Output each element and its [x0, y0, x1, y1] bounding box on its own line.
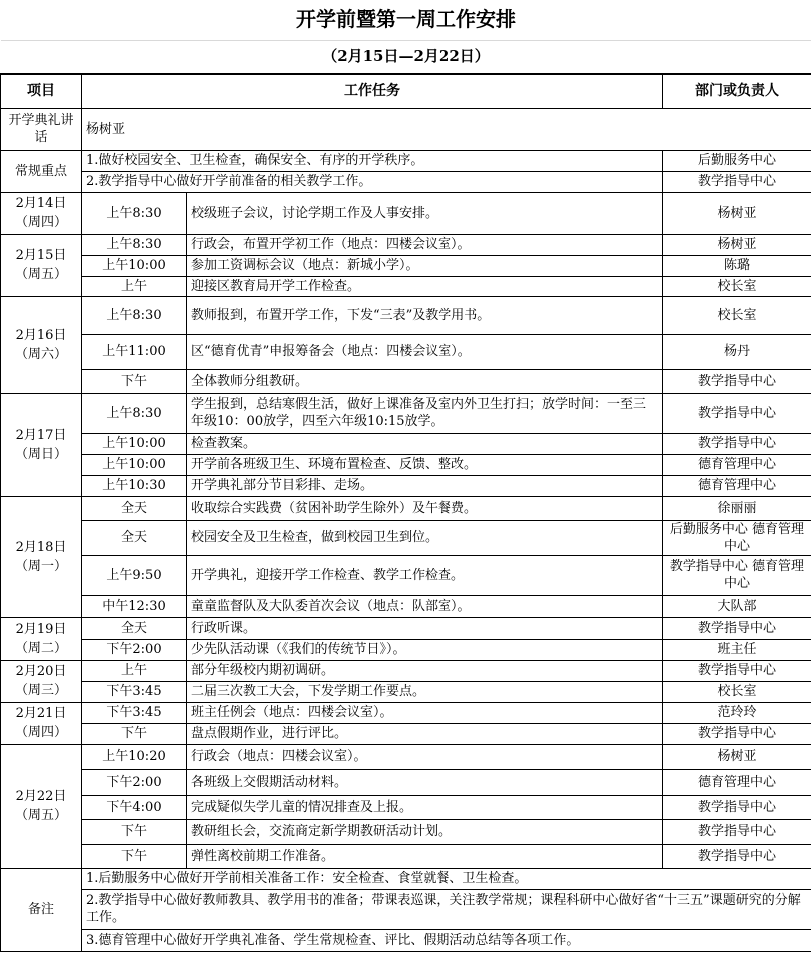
ceremony-person: 杨树亚 — [82, 108, 811, 150]
note-item: 1.后勤服务中心做好开学前相关准备工作：安全检查、食堂就餐、卫生检查。 — [82, 868, 811, 889]
day-weekday: （周六） — [14, 346, 67, 362]
dept-cell: 教学指导中心 — [663, 723, 811, 744]
dept-cell: 大队部 — [663, 595, 811, 617]
schedule-row — [1, 192, 811, 234]
notes-row — [1, 889, 811, 929]
time-cell: 下午3:45 — [82, 702, 187, 723]
time-cell: 下午4:00 — [82, 795, 187, 819]
ceremony-label: 开学典礼讲话 — [1, 108, 82, 150]
day-weekday: （周四） — [14, 725, 67, 740]
time-cell: 下午3:45 — [82, 681, 187, 702]
task-cell: 部分年级校内期初调研。 — [187, 660, 663, 681]
schedule-row — [1, 819, 811, 844]
task-cell: 开学典礼部分节目彩排、走场。 — [187, 475, 663, 496]
dept-cell: 校长室 — [663, 276, 811, 296]
schedule-row — [1, 555, 811, 595]
dept-cell: 杨树亚 — [663, 744, 811, 769]
dept-cell: 范玲玲 — [663, 702, 811, 723]
day-date: 2月19日 — [15, 621, 67, 637]
time-cell: 下午 — [82, 844, 187, 868]
routine-dept: 后勤服务中心 — [663, 150, 811, 171]
schedule-row — [1, 660, 811, 681]
day-weekday: （周一） — [14, 558, 67, 574]
day-date: 2月16日 — [15, 327, 67, 343]
notes-label: 备注 — [1, 868, 82, 951]
schedule-row — [1, 369, 811, 393]
day-weekday: （周二） — [14, 640, 67, 656]
time-cell: 下午2:00 — [82, 639, 187, 660]
dept-cell: 教学指导中心 — [663, 617, 811, 639]
schedule-row — [1, 433, 811, 454]
schedule-row — [1, 702, 811, 723]
schedule-row — [1, 296, 811, 334]
dept-cell: 教学指导中心 — [663, 393, 811, 433]
time-cell: 上午10:00 — [82, 433, 187, 454]
dept-cell: 德育管理中心 — [663, 454, 811, 475]
dept-cell: 教学指导中心 德育管理中心 — [663, 555, 811, 595]
schedule-row — [1, 844, 811, 868]
dept-cell: 陈璐 — [663, 255, 811, 276]
time-cell: 下午2:00 — [82, 769, 187, 795]
dept-cell: 德育管理中心 — [663, 769, 811, 795]
task-cell: 二届三次教工大会，下发学期工作要点。 — [187, 681, 663, 702]
dept-cell: 教学指导中心 — [663, 795, 811, 819]
schedule-row — [1, 617, 811, 639]
day-weekday: （周四） — [14, 215, 67, 230]
page-subtitle: （2月15日—2月22日） — [1, 40, 811, 74]
routine-task: 1.做好校园安全、卫生检查，确保安全、有序的开学秩序。 — [82, 150, 663, 171]
day-date: 2月20日 — [15, 664, 67, 679]
time-cell: 下午 — [82, 723, 187, 744]
time-cell: 下午 — [82, 369, 187, 393]
time-cell: 上午10:20 — [82, 744, 187, 769]
notes-row — [1, 868, 811, 889]
task-cell: 少先队活动课（《我们的传统节日》）。 — [187, 639, 663, 660]
day-date: 2月14日 — [15, 196, 67, 211]
day-date: 2月22日 — [15, 789, 67, 804]
day-weekday: （周日） — [14, 446, 67, 462]
task-cell: 收取综合实践费（贫困补助学生除外）及午餐费。 — [187, 496, 663, 520]
dept-cell: 教学指导中心 — [663, 819, 811, 844]
dept-cell: 杨丹 — [663, 334, 811, 369]
day-cell — [1, 660, 82, 702]
dept-cell: 班主任 — [663, 639, 811, 660]
note-item: 3.德育管理中心做好开学典礼准备、学生常规检查、评比、假期活动总结等各项工作。 — [82, 929, 811, 951]
task-cell: 班主任例会（地点：四楼会议室）。 — [187, 702, 663, 723]
day-cell — [1, 617, 82, 660]
task-cell: 完成疑似失学儿童的情况排查及上报。 — [187, 795, 663, 819]
dept-cell: 教学指导中心 — [663, 369, 811, 393]
dept-cell: 校长室 — [663, 296, 811, 334]
day-cell — [1, 744, 82, 868]
schedule-row — [1, 454, 811, 475]
header-task: 工作任务 — [82, 74, 663, 108]
task-cell: 迎接区教育局开学工作检查。 — [187, 276, 663, 296]
dept-cell: 徐丽丽 — [663, 496, 811, 520]
dept-cell: 教学指导中心 — [663, 844, 811, 868]
task-cell: 学生报到，总结寒假生活，做好上课准备及室内外卫生打扫；放学时间：一至三年级10：00放学，四至六年级10:15放学。 — [187, 393, 663, 433]
day-cell — [1, 296, 82, 393]
time-cell: 上午8:30 — [82, 296, 187, 334]
time-cell: 中午12:30 — [82, 595, 187, 617]
schedule-row — [1, 255, 811, 276]
dept-cell: 德育管理中心 — [663, 475, 811, 496]
schedule-row — [1, 769, 811, 795]
task-cell: 教师报到，布置开学工作，下发“三表”及教学用书。 — [187, 296, 663, 334]
day-date: 2月18日 — [15, 539, 67, 555]
schedule-row — [1, 234, 811, 255]
schedule-row — [1, 723, 811, 744]
dept-cell: 教学指导中心 — [663, 660, 811, 681]
time-cell: 上午8:30 — [82, 234, 187, 255]
schedule-row — [1, 393, 811, 433]
time-cell: 上午8:30 — [82, 393, 187, 433]
schedule-row — [1, 475, 811, 496]
task-cell: 教研组长会，交流商定新学期教研活动计划。 — [187, 819, 663, 844]
schedule-row — [1, 795, 811, 819]
task-cell: 各班级上交假期活动材料。 — [187, 769, 663, 795]
task-cell: 校级班子会议，讨论学期工作及人事安排。 — [187, 192, 663, 234]
task-cell: 盘点假期作业，进行评比。 — [187, 723, 663, 744]
routine-dept: 教学指导中心 — [663, 171, 811, 192]
header-item: 项目 — [1, 74, 82, 108]
task-cell: 检查教案。 — [187, 433, 663, 454]
time-cell: 全天 — [82, 617, 187, 639]
day-weekday: （周五） — [14, 808, 67, 823]
task-cell: 区“德育优青”申报筹备会（地点：四楼会议室）。 — [187, 334, 663, 369]
time-cell: 上午10:00 — [82, 255, 187, 276]
task-cell: 开学前各班级卫生、环境布置检查、反馈、整改。 — [187, 454, 663, 475]
time-cell: 上午10:00 — [82, 454, 187, 475]
time-cell: 下午 — [82, 819, 187, 844]
page-title: 开学前暨第一周工作安排 — [1, 0, 811, 40]
task-cell: 行政会，布置开学初工作（地点：四楼会议室）。 — [187, 234, 663, 255]
day-date: 2月15日 — [15, 248, 67, 263]
schedule-row — [1, 595, 811, 617]
day-date: 2月21日 — [15, 706, 67, 721]
task-cell: 弹性离校前期工作准备。 — [187, 844, 663, 868]
dept-cell: 杨树亚 — [663, 234, 811, 255]
schedule-row — [1, 496, 811, 520]
day-weekday: （周三） — [14, 683, 67, 698]
schedule-row — [1, 276, 811, 296]
task-cell: 行政听课。 — [187, 617, 663, 639]
day-cell — [1, 496, 82, 617]
task-cell: 童童监督队及大队委首次会议（地点：队部室）。 — [187, 595, 663, 617]
routine-task: 2.教学指导中心做好开学前准备的相关教学工作。 — [82, 171, 663, 192]
routine-label: 常规重点 — [1, 150, 82, 192]
day-cell — [1, 702, 82, 744]
time-cell: 上午 — [82, 276, 187, 296]
task-cell: 开学典礼，迎接开学工作检查、教学工作检查。 — [187, 555, 663, 595]
schedule-row — [1, 639, 811, 660]
time-cell: 全天 — [82, 520, 187, 555]
day-date: 2月17日 — [15, 427, 67, 443]
header-dept: 部门或负责人 — [663, 74, 811, 108]
dept-cell: 校长室 — [663, 681, 811, 702]
schedule-row — [1, 744, 811, 769]
task-cell: 参加工资调标会议（地点：新城小学）。 — [187, 255, 663, 276]
schedule-row — [1, 334, 811, 369]
dept-cell: 教学指导中心 — [663, 433, 811, 454]
time-cell: 上午9:50 — [82, 555, 187, 595]
time-cell: 上午 — [82, 660, 187, 681]
schedule-row — [1, 520, 811, 555]
task-cell: 全体教师分组教研。 — [187, 369, 663, 393]
time-cell: 上午10:30 — [82, 475, 187, 496]
time-cell: 上午11:00 — [82, 334, 187, 369]
day-weekday: （周五） — [14, 267, 67, 282]
time-cell: 全天 — [82, 496, 187, 520]
day-cell — [1, 192, 82, 234]
task-cell: 校园安全及卫生检查，做到校园卫生到位。 — [187, 520, 663, 555]
day-cell — [1, 393, 82, 496]
schedule-row — [1, 681, 811, 702]
task-cell: 行政会（地点：四楼会议室）。 — [187, 744, 663, 769]
time-cell: 上午8:30 — [82, 192, 187, 234]
dept-cell: 杨树亚 — [663, 192, 811, 234]
dept-cell: 后勤服务中心 德育管理中心 — [663, 520, 811, 555]
day-cell — [1, 234, 82, 296]
note-item: 2.教学指导中心做好教师教具、教学用书的准备；带课表巡课，关注教学常规；课程科研中心做好省“十三五”课题研究的分解工作。 — [82, 889, 811, 929]
notes-row — [1, 929, 811, 951]
